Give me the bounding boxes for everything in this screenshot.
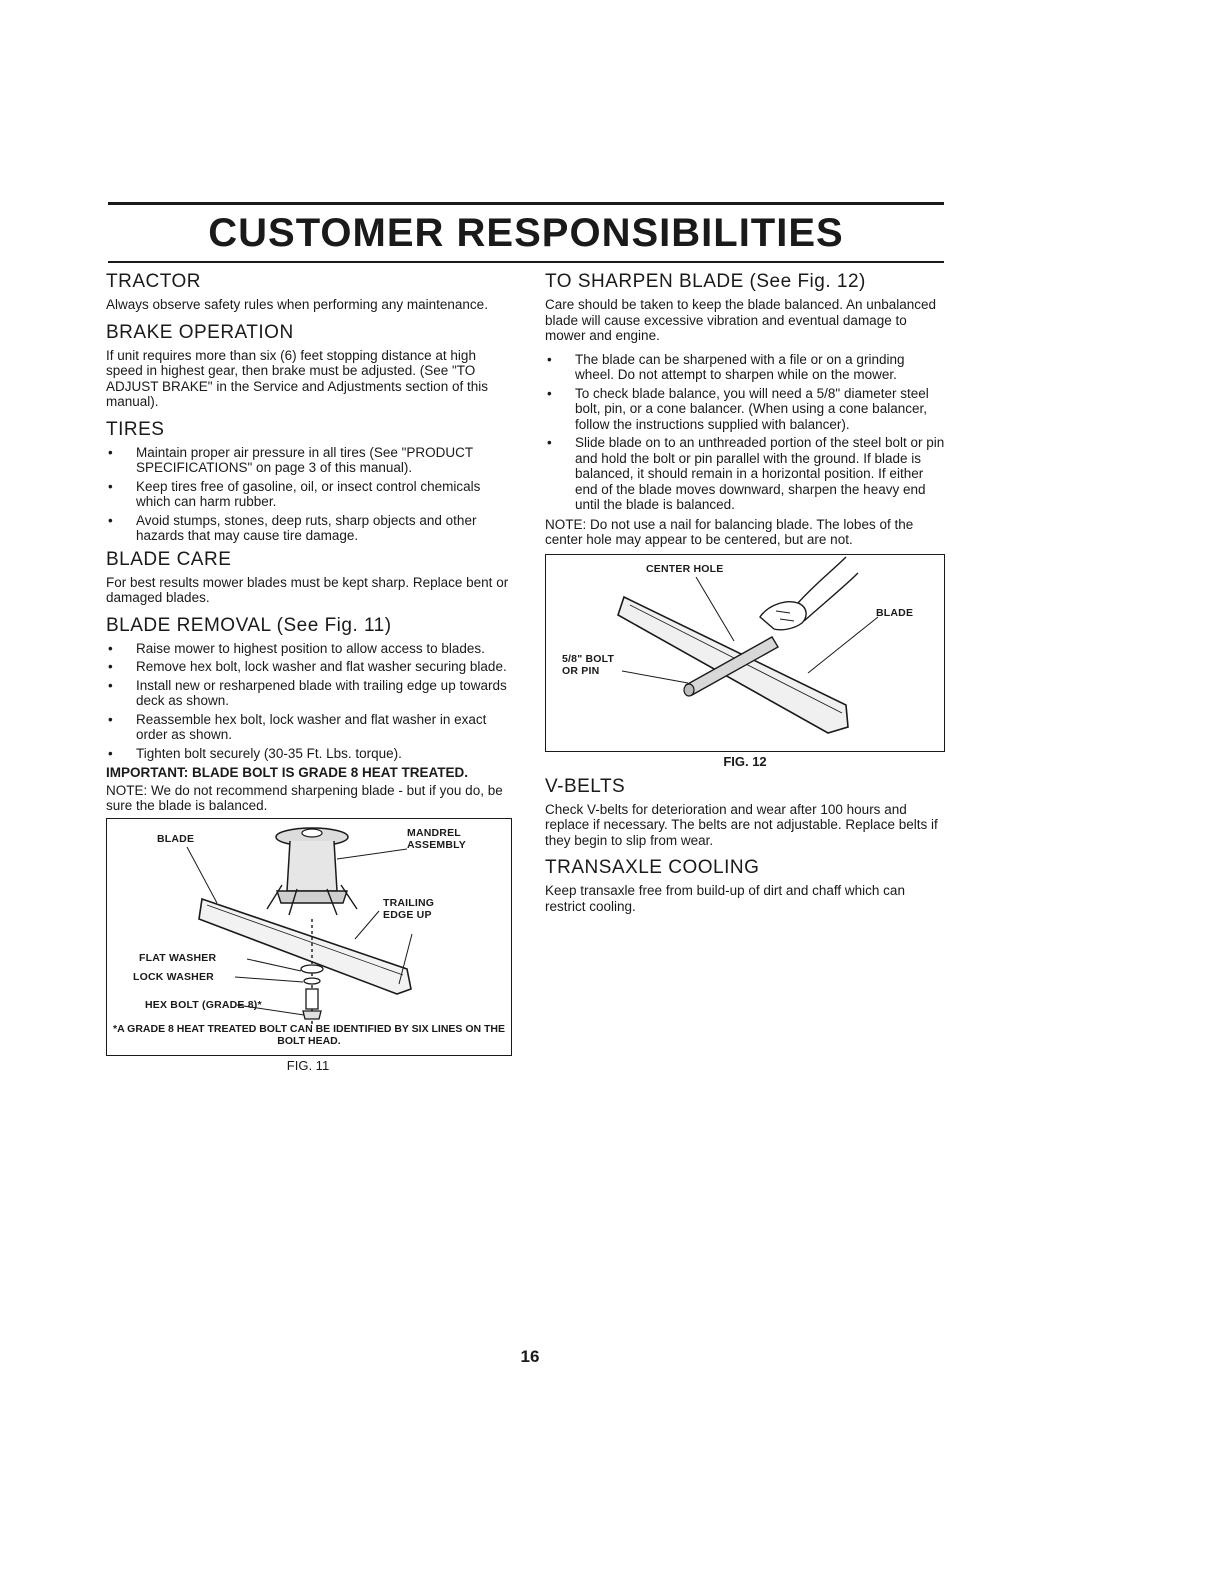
- list-item: • Raise mower to highest position to allow access to blades.: [108, 640, 485, 656]
- figure-11: [106, 818, 512, 1056]
- tires-section: [106, 418, 510, 544]
- fig11-label-trailing-edge: TRAILING EDGE UP: [383, 896, 435, 921]
- bullet-icon: •: [108, 745, 113, 761]
- bullet-icon: •: [108, 677, 113, 693]
- tractor-text: Always observe safety rules when performing any maintenance.: [106, 297, 488, 312]
- tires-list: [106, 445, 510, 544]
- list-item: • To check blade balance, you will need a 5/8" diameter steel bolt, pin, or a cone balancer. (When using a cone balancer, follow the instructions supplied with balancer).: [547, 385, 929, 432]
- bullet-icon: •: [108, 659, 113, 674]
- list-item: • Install new or resharpened blade with trailing edge up towards deck as shown.: [108, 677, 507, 708]
- sharpening-note: NOTE: We do not recommend sharpening blade - but if you do, be sure the blade is balanced.: [106, 782, 503, 813]
- transaxle-cooling-text: Keep transaxle free from build-up of dirt and chaff which can restrict cooling.: [545, 883, 905, 914]
- page-title: CUSTOMER RESPONSIBILITIES: [208, 211, 844, 255]
- fig11-label-flat-washer: FLAT WASHER: [139, 951, 217, 964]
- fig11-label-lock-washer: LOCK WASHER: [133, 970, 214, 983]
- v-belts-heading: V-BELTS: [545, 775, 626, 797]
- bullet-icon: •: [547, 385, 552, 401]
- important-note: IMPORTANT: BLADE BOLT IS GRADE 8 HEAT TREATED.: [106, 765, 468, 780]
- brake-operation-text: If unit requires more than six (6) feet stopping distance at high speed in highest gear, then brake must be adjusted. (See "TO ADJUST BRAKE" in the Service and Adjustments section of this manual).: [106, 347, 488, 409]
- bullet-icon: •: [108, 444, 113, 460]
- v-belts-text: Check V-belts for deterioration and wear after 100 hours and replace if necessary. The belts are not adjustable. Replace belts if they begin to slip from wear.: [545, 801, 938, 848]
- sharpen-blade-list: [545, 352, 945, 513]
- list-item: • Reassemble hex bolt, lock washer and flat washer in exact order as shown.: [108, 711, 487, 742]
- list-item: • Slide blade on to an unthreaded portion of the steel bolt or pin and hold the bolt or pin parallel with the ground. If blade is balanced, it should remain in a horizontal position. If either end of the blade moves downward, sharpen the heavy end until the blade is balanced.: [547, 435, 945, 512]
- tractor-section: [106, 270, 510, 313]
- list-item: • Avoid stumps, stones, deep ruts, sharp objects and other hazards that may cause tire damage.: [108, 512, 477, 543]
- blade-removal-list: [106, 641, 510, 762]
- list-item: • The blade can be sharpened with a file or on a grinding wheel. Do not attempt to sharpen while on the mower.: [547, 351, 905, 382]
- blade-care-section: [106, 548, 510, 606]
- list-item: • Remove hex bolt, lock washer and flat washer securing blade.: [108, 659, 507, 674]
- bullet-icon: •: [108, 478, 113, 494]
- blade-assembly-illustration: [107, 819, 511, 1055]
- fig11-bolt-note: *A GRADE 8 HEAT TREATED BOLT CAN BE IDENTIFIED BY SIX LINES ON THE BOLT HEAD.: [112, 1022, 506, 1047]
- fig12-label-blade: BLADE: [876, 606, 914, 619]
- balancing-note: NOTE: Do not use a nail for balancing blade. The lobes of the center hole may appear to be centered, but are not.: [545, 516, 914, 547]
- fig12-label-bolt: 5/8" BOLT OR PIN: [562, 652, 615, 677]
- transaxle-cooling-section: [545, 856, 945, 914]
- page-number: 16: [520, 1347, 540, 1366]
- fig11-label-mandrel: MANDREL ASSEMBLY: [407, 826, 466, 851]
- sharpen-blade-text: Care should be taken to keep the blade balanced. An unbalanced blade will cause excessive vibration and eventual damage to mower and engine.: [545, 297, 937, 343]
- blade-removal-section: [106, 614, 510, 814]
- bullet-icon: •: [108, 640, 113, 656]
- list-item: • Maintain proper air pressure in all tires (See "PRODUCT SPECIFICATIONS" on page 3 of this manual).: [108, 444, 473, 475]
- sharpen-blade-section: [545, 270, 945, 548]
- fig12-label-center-hole: CENTER HOLE: [646, 562, 724, 575]
- figure-12: [545, 554, 945, 752]
- bullet-icon: •: [547, 351, 552, 367]
- right-column: [545, 270, 945, 922]
- transaxle-cooling-heading: TRANSAXLE COOLING: [545, 857, 760, 878]
- tractor-heading: TRACTOR: [106, 271, 201, 292]
- list-item: • Keep tires free of gasoline, oil, or insect control chemicals which can harm rubber.: [108, 478, 481, 509]
- v-belts-section: [545, 775, 945, 849]
- blade-removal-heading: BLADE REMOVAL (See Fig. 11): [106, 614, 392, 636]
- fig11-caption: FIG. 11: [286, 1057, 330, 1073]
- list-item: • Tighten bolt securely (30-35 Ft. Lbs. torque).: [108, 745, 402, 761]
- fig12-caption: FIG. 12: [723, 753, 767, 769]
- fig11-label-hex-bolt: HEX BOLT (GRADE 8)*: [145, 998, 262, 1011]
- left-column: [106, 270, 510, 1073]
- brake-operation-section: [106, 321, 510, 410]
- tires-heading: TIRES: [106, 418, 165, 440]
- bullet-icon: •: [108, 711, 113, 727]
- sharpen-blade-heading: TO SHARPEN BLADE (See Fig. 12): [545, 271, 866, 292]
- blade-care-text: For best results mower blades must be kept sharp. Replace bent or damaged blades.: [106, 574, 509, 605]
- bullet-icon: •: [547, 435, 552, 450]
- blade-care-heading: BLADE CARE: [106, 548, 232, 570]
- bullet-icon: •: [108, 512, 113, 528]
- title-rule-top: [108, 202, 944, 205]
- fig11-label-blade: BLADE: [157, 832, 195, 845]
- brake-operation-heading: BRAKE OPERATION: [106, 321, 294, 343]
- title-rule-bottom: [108, 261, 944, 263]
